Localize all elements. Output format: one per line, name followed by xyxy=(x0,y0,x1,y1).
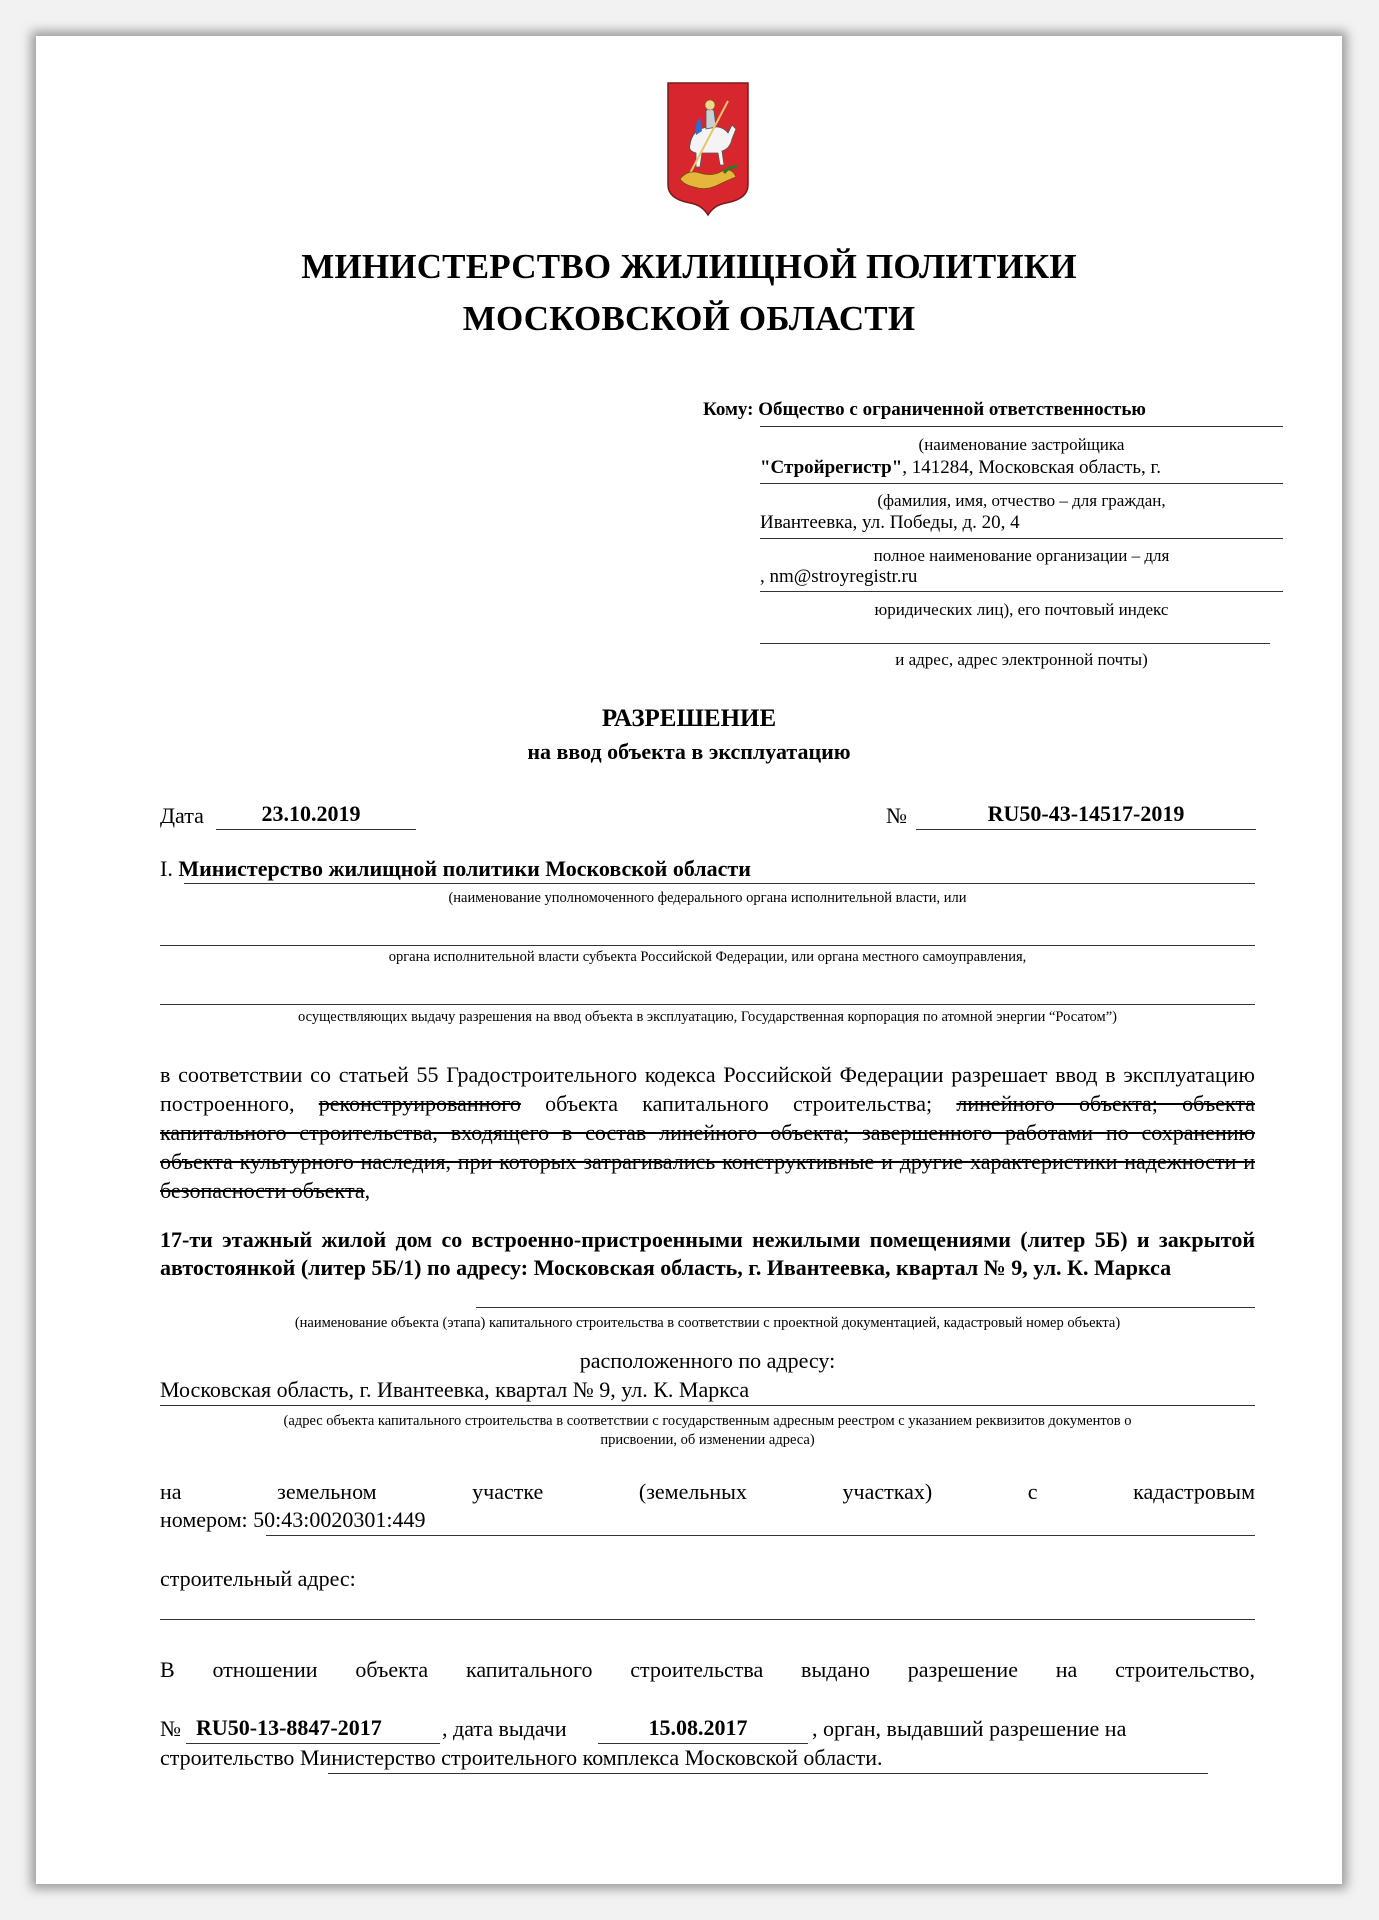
paragraph-end: , xyxy=(364,1178,371,1203)
document-page xyxy=(36,36,1342,1884)
recipient-line1 xyxy=(703,399,1146,421)
build-permit-date: 15.08.2017 xyxy=(648,1715,748,1740)
permit-org-label: , орган, выдавший разрешение на xyxy=(812,1716,1127,1741)
cadastral-line xyxy=(160,1507,426,1533)
moscow-oblast-coat-of-arms-icon xyxy=(666,81,750,217)
authority-hint1: (наименование уполномоченного федерального органа исполнительной власти, или xyxy=(448,890,967,906)
recipient-postal: , 141284, Московская область, г. xyxy=(902,457,1161,478)
date-value: 23.10.2019 xyxy=(261,801,361,826)
section-number: I. xyxy=(160,856,173,881)
section-authority xyxy=(160,856,751,882)
ministry-name-line2: МОСКОВСКОЙ ОБЛАСТИ xyxy=(462,299,916,338)
underline xyxy=(598,1743,808,1744)
date-label: Дата xyxy=(160,803,204,828)
underline xyxy=(160,1004,1255,1005)
authority-name: Министерство жилищной политики Московской области xyxy=(178,856,751,881)
recipient-hint3: полное наименование организации – для xyxy=(873,546,1170,565)
recipient-line3: Ивантеевка, ул. Победы, д. 20, 4 xyxy=(760,512,1020,533)
underline xyxy=(186,1743,440,1744)
recipient-hint4: юридических лиц), его почтовый индекс xyxy=(874,600,1169,619)
located-label: расположенного по адресу: xyxy=(579,1348,836,1373)
cadastral-label: номером: xyxy=(160,1507,248,1532)
recipient-org-name: "Стройрегистр" xyxy=(760,457,903,478)
underline xyxy=(160,1619,1255,1620)
recipient-hint5: и адрес, адрес электронной почты) xyxy=(895,650,1148,669)
underline xyxy=(916,829,1256,830)
address-hint1: (адрес объекта капитального строительства в соответствии с государственным адресным реестром с указанием реквизитов документов о xyxy=(283,1413,1132,1429)
document-subtitle: на ввод объекта в эксплуатацию xyxy=(527,739,851,764)
recipient-label: Кому: xyxy=(703,399,754,420)
land-plot-line: на земельном участке (земельных участках) с кадастровым xyxy=(160,1479,1255,1504)
recipient-hint2: (фамилия, имя, отчество – для граждан, xyxy=(877,491,1166,510)
struck-reconstructed: реконструированного xyxy=(318,1091,521,1116)
permit-no-label: № xyxy=(160,1716,181,1741)
cadastral-number: 50:43:0020301:449 xyxy=(253,1507,426,1532)
underline xyxy=(476,1307,1255,1308)
underline xyxy=(760,591,1283,592)
permit-number: RU50-43-14517-2019 xyxy=(987,801,1185,826)
underline xyxy=(216,829,416,830)
recipient-org-type: Общество с ограниченной ответственностью xyxy=(758,399,1146,420)
permit-paragraph xyxy=(160,1060,1255,1205)
object-name: 17-ти этажный жилой дом со встроенно-пристроенными нежилыми помещениями (литер 5Б) и закрытой автостоянкой (литер 5Б/1) по адресу: Московская область, г. Ивантеевка, квартал № 9, ул. К. Маркса xyxy=(160,1227,1255,1280)
permit-date-label: , дата выдачи xyxy=(442,1716,567,1741)
struck-object-types: линейного объекта; объекта капитального строительства, входящего в состав линейного объекта; завершенного работами по сохранению объекта культурного наследия, при которых затрагивались конструктивные и другие характеристики надежности и безопасности объекта xyxy=(160,1091,1255,1203)
permit-intro: В отношении объекта капитального строительства выдано разрешение на строительство, xyxy=(160,1657,1255,1682)
object-hint: (наименование объекта (этапа) капитального строительства в соответствии с проектной документацией, кадастровый номер объекта) xyxy=(294,1315,1121,1331)
permit-issuing-org: Министерство строительного комплекса Московской области. xyxy=(299,1745,883,1770)
permit-org-line xyxy=(160,1745,882,1771)
permit-org-prefix: строительство xyxy=(160,1745,295,1770)
ministry-name-line1: МИНИСТЕРСТВО ЖИЛИЩНОЙ ПОЛИТИКИ xyxy=(301,247,1077,286)
build-address-label: строительный адрес: xyxy=(160,1566,356,1591)
underline xyxy=(266,1535,1255,1536)
recipient-email: , nm@stroyregistr.ru xyxy=(760,566,918,587)
recipient-line2 xyxy=(760,457,1161,479)
underline xyxy=(160,945,1255,946)
build-permit-number: RU50-13-8847-2017 xyxy=(196,1715,382,1740)
underline xyxy=(328,1773,1208,1774)
authority-hint3: осуществляющих выдачу разрешения на ввод объекта в эксплуатацию, Государственная корпорация по атомной энергии “Росатом”) xyxy=(298,1009,1117,1025)
object-address: Московская область, г. Ивантеевка, квартал № 9, ул. К. Маркса xyxy=(160,1377,750,1402)
underline xyxy=(760,483,1283,484)
underline xyxy=(160,1405,1255,1406)
paragraph-start: в соответствии со статьей 55 Градостроительного кодекса Российской Федерации разрешает ввод в эксплуатацию построенного, xyxy=(160,1062,1255,1116)
paragraph-mid: объекта капитального строительства; xyxy=(520,1091,957,1116)
document-title: РАЗРЕШЕНИЕ xyxy=(601,705,777,732)
number-label: № xyxy=(886,803,907,828)
address-hint2: присвоении, об изменении адреса) xyxy=(600,1432,815,1448)
underline xyxy=(760,643,1270,644)
underline xyxy=(184,883,1255,884)
underline xyxy=(760,426,1283,427)
recipient-hint1: (наименование застройщика xyxy=(918,435,1125,454)
underline xyxy=(760,538,1283,539)
authority-hint2: органа исполнительной власти субъекта Российской Федерации, или органа местного самоуправления, xyxy=(388,949,1027,965)
